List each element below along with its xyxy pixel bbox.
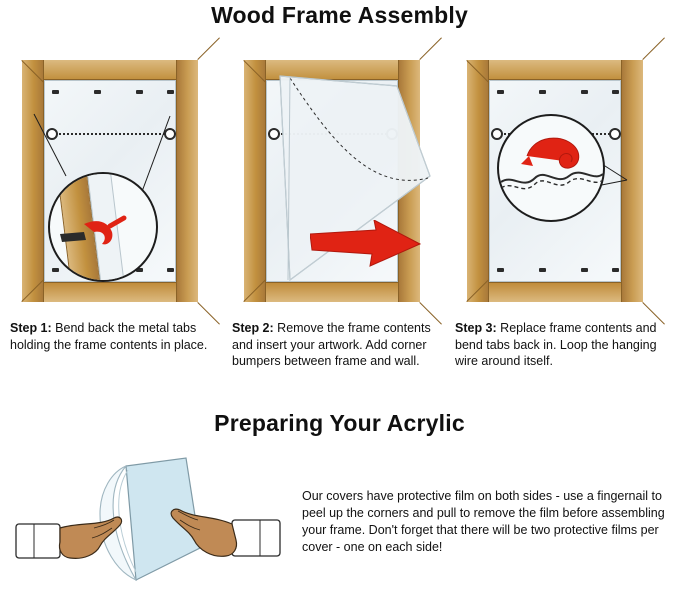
magnified-wire-loop-detail <box>497 114 605 222</box>
step-1-figure <box>10 52 215 310</box>
step-1 <box>10 52 215 352</box>
step-3-text: Replace frame contents and bend tabs back in. Loop the hanging wire around itself. <box>455 321 657 368</box>
step-3 <box>455 52 660 368</box>
step-2-figure <box>232 52 437 310</box>
acrylic-section <box>0 452 679 592</box>
hands-peeling-film-illustration <box>8 452 288 592</box>
step-3-caption <box>455 320 662 370</box>
step-1-text: Bend back the metal tabs holding the frame contents in place. <box>10 321 208 352</box>
step-2-text: Remove the frame contents and insert your artwork. Add corner bumpers between frame and wall. <box>232 321 431 368</box>
step-2-label: Step 2: <box>232 321 274 335</box>
step-3-label: Step 3: <box>455 321 497 335</box>
magnified-tab-tool <box>50 174 156 280</box>
steps-row <box>0 52 679 382</box>
red-direction-arrow <box>310 220 430 280</box>
step-1-label: Step 1: <box>10 321 52 335</box>
step-3-figure <box>455 52 660 310</box>
step-2-caption <box>232 320 439 370</box>
acrylic-figure <box>8 452 288 592</box>
step-1-caption <box>10 320 217 353</box>
page-title-wood-frame: Wood Frame Assembly <box>211 2 468 28</box>
acrylic-instructions-text: Our covers have protective film on both sides - use a fingernail to peel up the corners and pull to remove the film before assembling your frame. Don't forget that there will be two protective films per cover - one on each side! <box>302 489 665 554</box>
magnified-tab-detail <box>48 172 158 282</box>
step-2 <box>232 52 437 368</box>
page-title-preparing-acrylic: Preparing Your Acrylic <box>214 410 465 436</box>
magnified-wire-loop-art <box>499 116 603 220</box>
